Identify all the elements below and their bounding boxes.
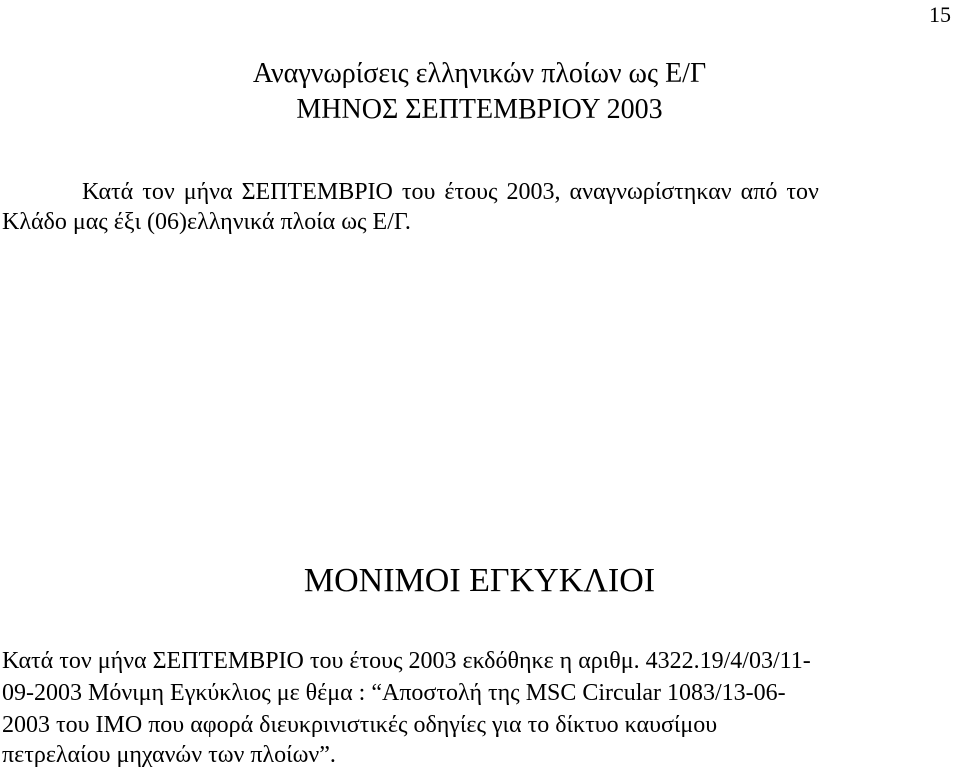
page-number: 15: [929, 2, 951, 27]
circulars-paragraph-line: πετρελαίου μηχανών των πλοίων”.: [2, 742, 336, 768]
intro-paragraph-line: Κλάδο μας έξι (06)ελληνικά πλοία ως Ε/Γ.: [2, 209, 411, 235]
circulars-paragraph-line: 09-2003 Μόνιμη Εγκύκλιος με θέμα : “Αποστολή της MSC Circular 1083/13-06-: [2, 680, 786, 706]
page-subtitle: ΜΗΝΟΣ ΣΕΠΤΕΜΒΡΙΟΥ 2003: [296, 94, 663, 125]
circulars-paragraph-line: 2003 του IMO που αφορά διευκρινιστικές οδηγίες για το δίκτυο καυσίμου: [2, 712, 718, 738]
circulars-paragraph-line: Κατά τον μήνα ΣΕΠΤΕΜΒΡΙΟ του έτους 2003 εκδόθηκε η αριθμ. 4322.19/4/03/11-: [2, 648, 811, 674]
page-title: Αναγνωρίσεις ελληνικών πλοίων ως Ε/Γ: [252, 58, 707, 89]
intro-paragraph-line: Κατά τον μήνα ΣΕΠΤΕΜΒΡΙΟ του έτους 2003, αναγνωρίστηκαν από τον: [82, 179, 819, 205]
section-title: ΜΟΝΙΜΟΙ ΕΓΚΥΚΛΙΟΙ: [303, 562, 656, 599]
